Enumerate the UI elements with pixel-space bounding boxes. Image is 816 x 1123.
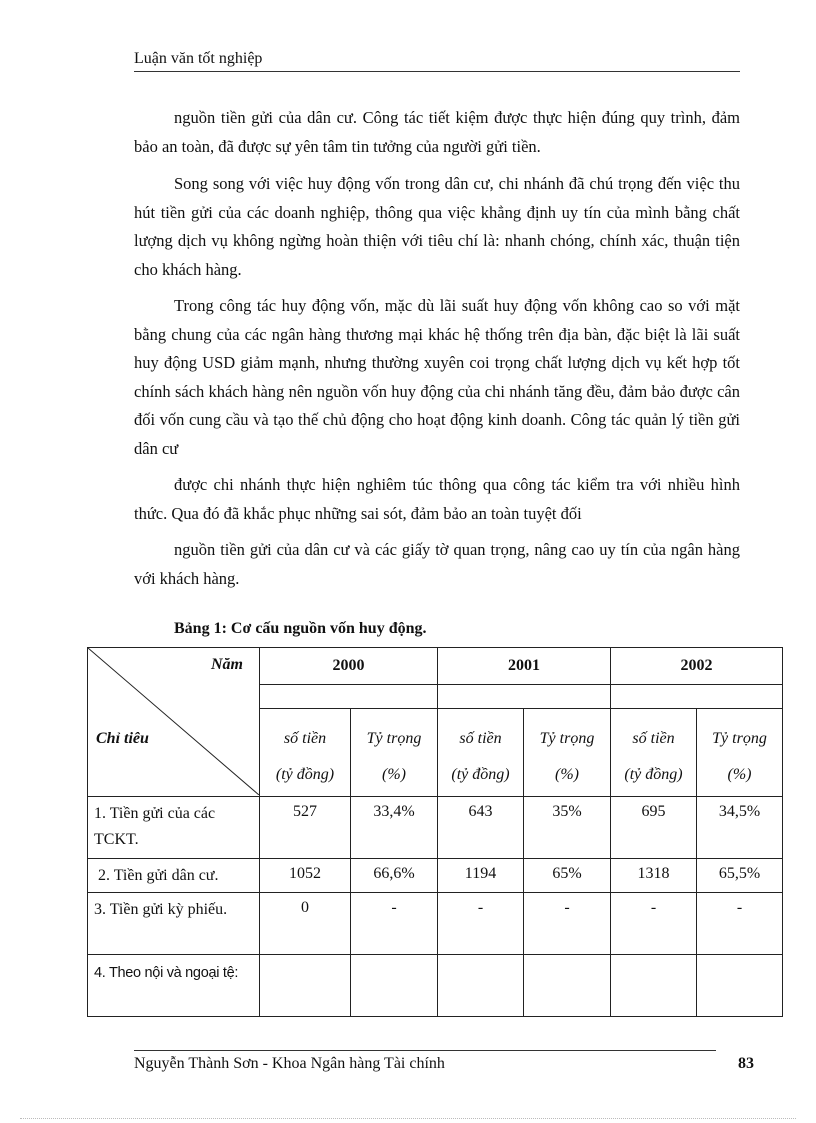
corner-header-cell xyxy=(88,648,260,797)
row-label: 4. Theo nội và ngoại tệ: xyxy=(88,955,260,1017)
blank-cell xyxy=(611,685,783,709)
year-header: 2000 xyxy=(260,648,438,685)
page-number: 83 xyxy=(738,1055,754,1072)
table-cell: 527 xyxy=(260,797,351,859)
table-cell: 1194 xyxy=(438,859,524,893)
ratio-subheader xyxy=(524,709,611,797)
amount-subheader xyxy=(260,709,351,797)
table-cell xyxy=(260,955,351,1017)
table-cell xyxy=(524,955,611,1017)
subheader-line: số tiền xyxy=(283,730,327,747)
table-row xyxy=(88,797,783,859)
table-cell: 34,5% xyxy=(697,797,783,859)
footer-divider xyxy=(134,1050,716,1051)
table-cell: 643 xyxy=(438,797,524,859)
table-cell xyxy=(351,955,438,1017)
table-cell: - xyxy=(524,893,611,955)
subheader-line: Tỷ trọng xyxy=(712,730,767,747)
table-cell: - xyxy=(611,893,697,955)
ratio-subheader xyxy=(351,709,438,797)
amount-subheader xyxy=(611,709,697,797)
subheader-line: (tỷ đồng) xyxy=(275,766,335,783)
row-label: 3. Tiền gửi kỳ phiếu. xyxy=(88,893,260,955)
subheader-line: (tỷ đồng) xyxy=(624,766,683,783)
ratio-subheader xyxy=(697,709,783,797)
table-row xyxy=(88,893,783,955)
table-cell: 33,4% xyxy=(351,797,438,859)
table-cell: 0 xyxy=(260,893,351,955)
table-cell: 35% xyxy=(524,797,611,859)
year-axis-label: Năm xyxy=(211,656,243,673)
subheader-line: (tỷ đồng) xyxy=(451,766,510,783)
subheader-line: Tỷ trọng xyxy=(539,730,595,747)
page-header: Luận văn tốt nghiệp xyxy=(134,49,740,72)
table-row xyxy=(88,955,783,1017)
paragraph: nguồn tiền gửi của dân cư. Công tác tiết kiệm được thực hiện đúng quy trình, đảm bảo an toàn, đã được sự yên tâm tin tưởng của người gửi tiền. xyxy=(134,108,740,156)
blank-cell xyxy=(260,685,438,709)
table-cell: 1318 xyxy=(611,859,697,893)
subheader-line: (%) xyxy=(727,766,752,783)
table-cell: 65% xyxy=(524,859,611,893)
table-cell: - xyxy=(351,893,438,955)
table-cell: - xyxy=(438,893,524,955)
paragraph: Trong công tác huy động vốn, mặc dù lãi suất huy động vốn không cao so với mặt bằng chung của các ngân hàng thương mại khác hệ thống trên địa bàn, đặc biệt là lãi suất huy động USD giảm mạnh, nhưng thường xuyên coi trọng chất lượng dịch vụ kết hợp tốt chính sách khách hàng nên nguồn vốn huy động của chi nhánh tăng đều, đảm bảo được cân đối vốn cung cầu và tạo thế chủ động cho hoạt động kinh doanh. Công tác quản lý tiền gửi dân cư xyxy=(134,296,740,458)
subheader-line: (%) xyxy=(555,766,579,783)
table-cell: 695 xyxy=(611,797,697,859)
table-cell xyxy=(438,955,524,1017)
amount-subheader xyxy=(438,709,524,797)
subheader-line: Tỷ trọng xyxy=(366,730,422,747)
body-text xyxy=(134,104,740,601)
paragraph: Song song với việc huy động vốn trong dân cư, chi nhánh đã chú trọng đến việc thu hút tiền gửi của các doanh nghiệp, thông qua việc khẳng định uy tín của mình bằng chất lượng dịch vụ không ngừng hoàn thiện với tiêu chí là: nhanh chóng, chính xác, thuận tiện cho khách hàng. xyxy=(134,174,740,279)
blank-cell xyxy=(438,685,611,709)
table-cell: - xyxy=(697,893,783,955)
table-cell xyxy=(611,955,697,1017)
capital-structure-table xyxy=(87,647,783,1017)
indicator-axis-label: Chỉ tiêu xyxy=(96,730,149,747)
table-cell: 1052 xyxy=(260,859,351,893)
subheader-line: số tiền xyxy=(459,730,502,747)
paragraph: nguồn tiền gửi của dân cư và các giấy tờ quan trọng, nâng cao uy tín của ngân hàng với khách hàng. xyxy=(134,540,740,588)
row-label: 1. Tiền gửi của các TCKT. xyxy=(88,797,260,859)
paragraph: được chi nhánh thực hiện nghiêm túc thông qua công tác kiểm tra với nhiều hình thức. Qua đó đã khắc phục những sai sót, đảm bảo an toàn tuyệt đối xyxy=(134,475,740,523)
table-row xyxy=(88,859,783,893)
subheader-line: (%) xyxy=(382,766,406,783)
subheader-line: số tiền xyxy=(632,730,675,747)
year-header: 2001 xyxy=(438,648,611,685)
footer-author: Nguyễn Thành Sơn - Khoa Ngân hàng Tài chính xyxy=(134,1055,445,1072)
table-cell xyxy=(697,955,783,1017)
table-cell: 65,5% xyxy=(697,859,783,893)
year-header: 2002 xyxy=(611,648,783,685)
row-label: 2. Tiền gửi dân cư. xyxy=(88,859,260,893)
table-caption: Bảng 1: Cơ cấu nguồn vốn huy động. xyxy=(174,620,427,637)
table-cell: 66,6% xyxy=(351,859,438,893)
page-edge-divider xyxy=(20,1118,796,1119)
